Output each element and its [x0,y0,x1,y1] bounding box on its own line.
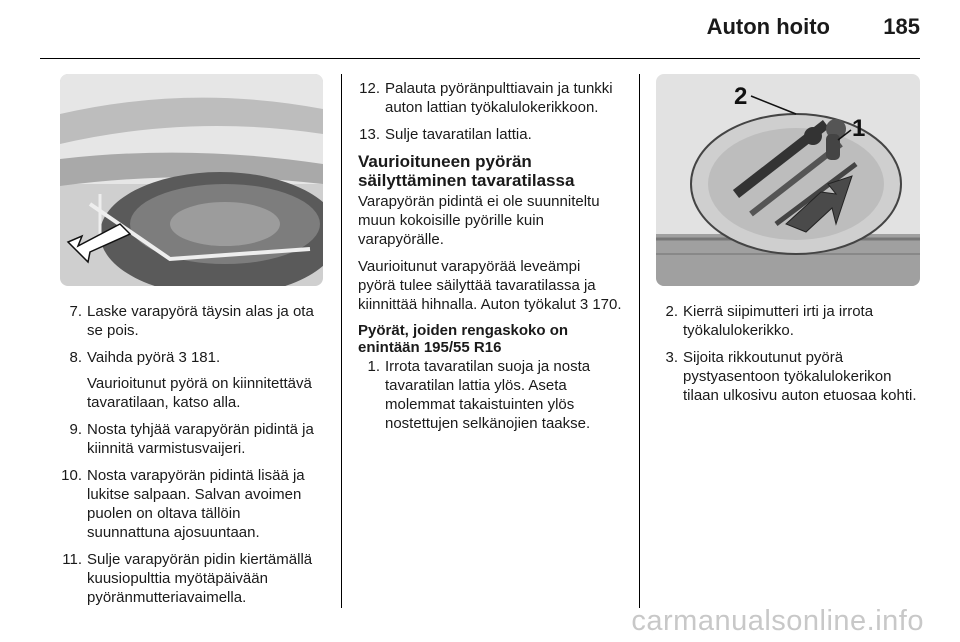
callout-2: 2 [734,83,748,110]
paragraph: Vaurioitunut varapyörää leveämpi pyörä tulee säilyttää tavaratilassa ja kiinnittää hihnalla. Auton työkalut 3 170. [358,258,622,313]
header-rule [40,58,920,59]
page-ref-icon: 3 [579,296,589,313]
left-column [60,302,324,615]
list-item: 12. Palauta pyöränpulttiavain ja tunkki auton lattian työkalulokerikkoon. [359,80,613,116]
list-item: 9. Nosta tyhjää varapyörän pidintä ja kiinnitä varmistusvaijeri. [69,421,314,457]
subheading: Pyörät, joiden rengaskoko on enintään 195/55 R16 [358,322,569,356]
column-divider-left [341,74,342,608]
tool-box-photo [656,74,920,286]
spare-wheel-photo [60,74,323,286]
list-item: 2. Kierrä siipimutteri irti ja irrota työkalulokerikko. [665,303,874,339]
callout-1: 1 [852,115,866,142]
right-column [656,302,920,413]
page-ref-icon: 3 [178,349,187,366]
middle-column [358,79,622,441]
list-item: 8. Vaihda pyörä 3 181. Vaurioitunut pyörä on kiinnitettävä tavaratilaan, katso alla. [60,348,324,412]
list-item: 1. Irrota tavaratilan suoja ja nosta tavaratilan lattia ylös. Aseta molemmat takaistuinten ylös nostettujen selkänojien taakse. [367,358,591,432]
list-item: 7. Laske varapyörä täysin alas ja ota se pois. [69,303,314,339]
list-item: 11. Sulje varapyörän pidin kiertämällä kuusiopulttia myötäpäivään pyöränmutteriavaimella. [62,551,313,606]
list-item: 3. Sijoita rikkoutunut pyörä pystyasentoon työkalulokerikon tilaan ulkosivu auton etuosaa kohti. [665,349,917,404]
item-note: Vaurioitunut pyörä on kiinnitettävä tavaratilaan, katso alla. [87,375,312,411]
column-divider-right [639,74,640,608]
list-item: 13. Sulje tavaratilan lattia. [359,126,532,143]
header-title: Auton hoito [706,14,830,39]
watermark: carmanualsonline.info [631,605,924,637]
section-heading: Vaurioituneen pyörän säilyttäminen tavaratilassa [358,152,575,190]
paragraph: Varapyörän pidintä ei ole suunniteltu muun kokoisille pyörille kuin varapyörälle. [358,193,600,248]
list-item: 10. Nosta varapyörän pidintä lisää ja lukitse salpaan. Salvan avoimen puolen on oltava tällöin suunnattuna ajosuuntaan. [61,467,305,541]
page-number: 185 [883,14,920,39]
